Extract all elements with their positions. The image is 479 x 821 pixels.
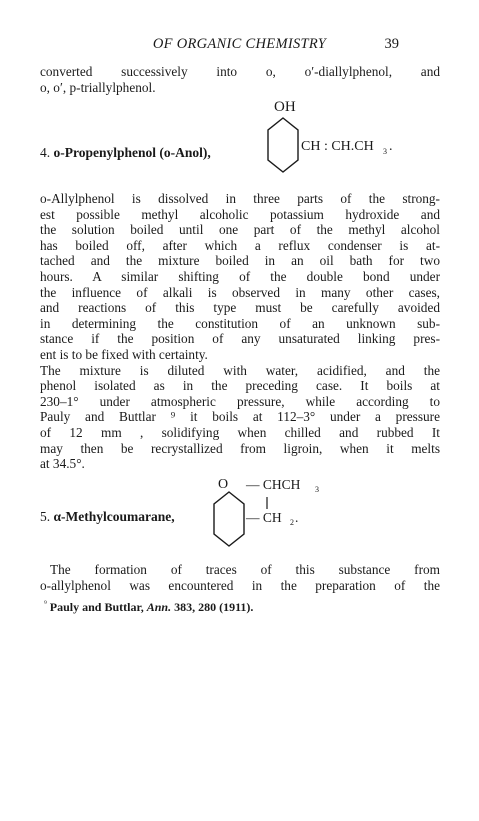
para3-line-1-text: The formation of traces of this substance from (50, 562, 440, 577)
section-5-compound-name: α-Methylcoumarane, (53, 509, 175, 524)
running-header: OF ORGANIC CHEMISTRY (152, 36, 327, 52)
para1-line-10: stance if the position of any unsaturated linking pres- (40, 331, 440, 347)
para1-line-3: the solution boiled until one part of the methyl alcohol (40, 222, 440, 238)
formula-oh: OH (274, 99, 296, 115)
para3-line-2: o-allylphenol was encountered in the preparation of the (40, 578, 440, 593)
para1-line-11: ent is to be fixed with certainty. (40, 347, 208, 362)
formula-ch2-sub: 2 (290, 518, 294, 527)
formula-side-sub: 3 (383, 147, 387, 156)
para3-line-1 (40, 562, 440, 578)
formula-side-chain: CH : CH.CH (301, 139, 374, 154)
formula-ch2: — CH (246, 510, 282, 525)
section-5-number: 5. (40, 509, 51, 524)
section-5-heading (40, 509, 175, 525)
footnote (44, 599, 253, 615)
formula-chch-sub: 3 (315, 485, 319, 494)
formula-ch2-end: . (295, 510, 299, 525)
para2-line-6: may then be recrystallized from ligroin, when it melts (40, 440, 440, 456)
page-number: 39 (384, 36, 399, 52)
para2-line-1: The mixture is diluted with water, acidified, and the (40, 362, 440, 378)
section-4-compound-name: o-Propenylphenol (o-Anol), (53, 145, 211, 160)
para1-line-1: o-Allylphenol is dissolved in three parts of the strong- (40, 191, 440, 206)
para2-line-7: at 34.5°. (40, 456, 85, 472)
benzene-ring-4 (268, 118, 298, 172)
benzene-ring-5 (214, 492, 244, 546)
footnote-journal: Ann. (146, 600, 172, 614)
intro-line-1: converted successively into o, o′-diallylphenol, and (40, 64, 440, 79)
para1-line-5: tached and the mixture boiled in an oil bath for two (40, 253, 440, 269)
para2-line-4: Pauly and Buttlar ⁹ it boils at 112–3° under a pressure (40, 409, 440, 425)
formula-chch: — CHCH (246, 477, 301, 492)
footnote-authors: Pauly and Buttlar, (49, 600, 144, 614)
para1-line-2: est possible methyl alcoholic potassium hydroxide and (40, 206, 440, 222)
footnote-marker: ⁹ (44, 599, 47, 608)
formula-side-end: . (389, 139, 393, 154)
para1-line-6: hours. A similar shifting of the double bond under (40, 269, 440, 284)
para1-line-7: the influence of alkali is observed in many other cases, (40, 284, 440, 300)
intro-line-2: o, o′, p-triallylphenol. (40, 80, 156, 95)
section-4-number: 4. (40, 145, 51, 160)
para2-line-5: of 12 mm , solidifying when chilled and rubbed It (40, 425, 440, 440)
para2-line-2: phenol isolated as in the preceding case. It boils at (40, 378, 440, 394)
para1-line-9: in determining the constitution of an unknown sub- (40, 315, 440, 331)
para2-line-3: 230–1° under atmospheric pressure, while according to (40, 393, 440, 409)
footnote-reference: 383, 280 (1911). (174, 600, 254, 614)
para1-line-4: has boiled off, after which a reflux condenser is at- (40, 237, 440, 253)
para1-line-8: and reactions of this type must be carefully avoided (40, 300, 440, 316)
section-4-heading (40, 145, 211, 161)
formula-oxygen: O (218, 477, 229, 492)
